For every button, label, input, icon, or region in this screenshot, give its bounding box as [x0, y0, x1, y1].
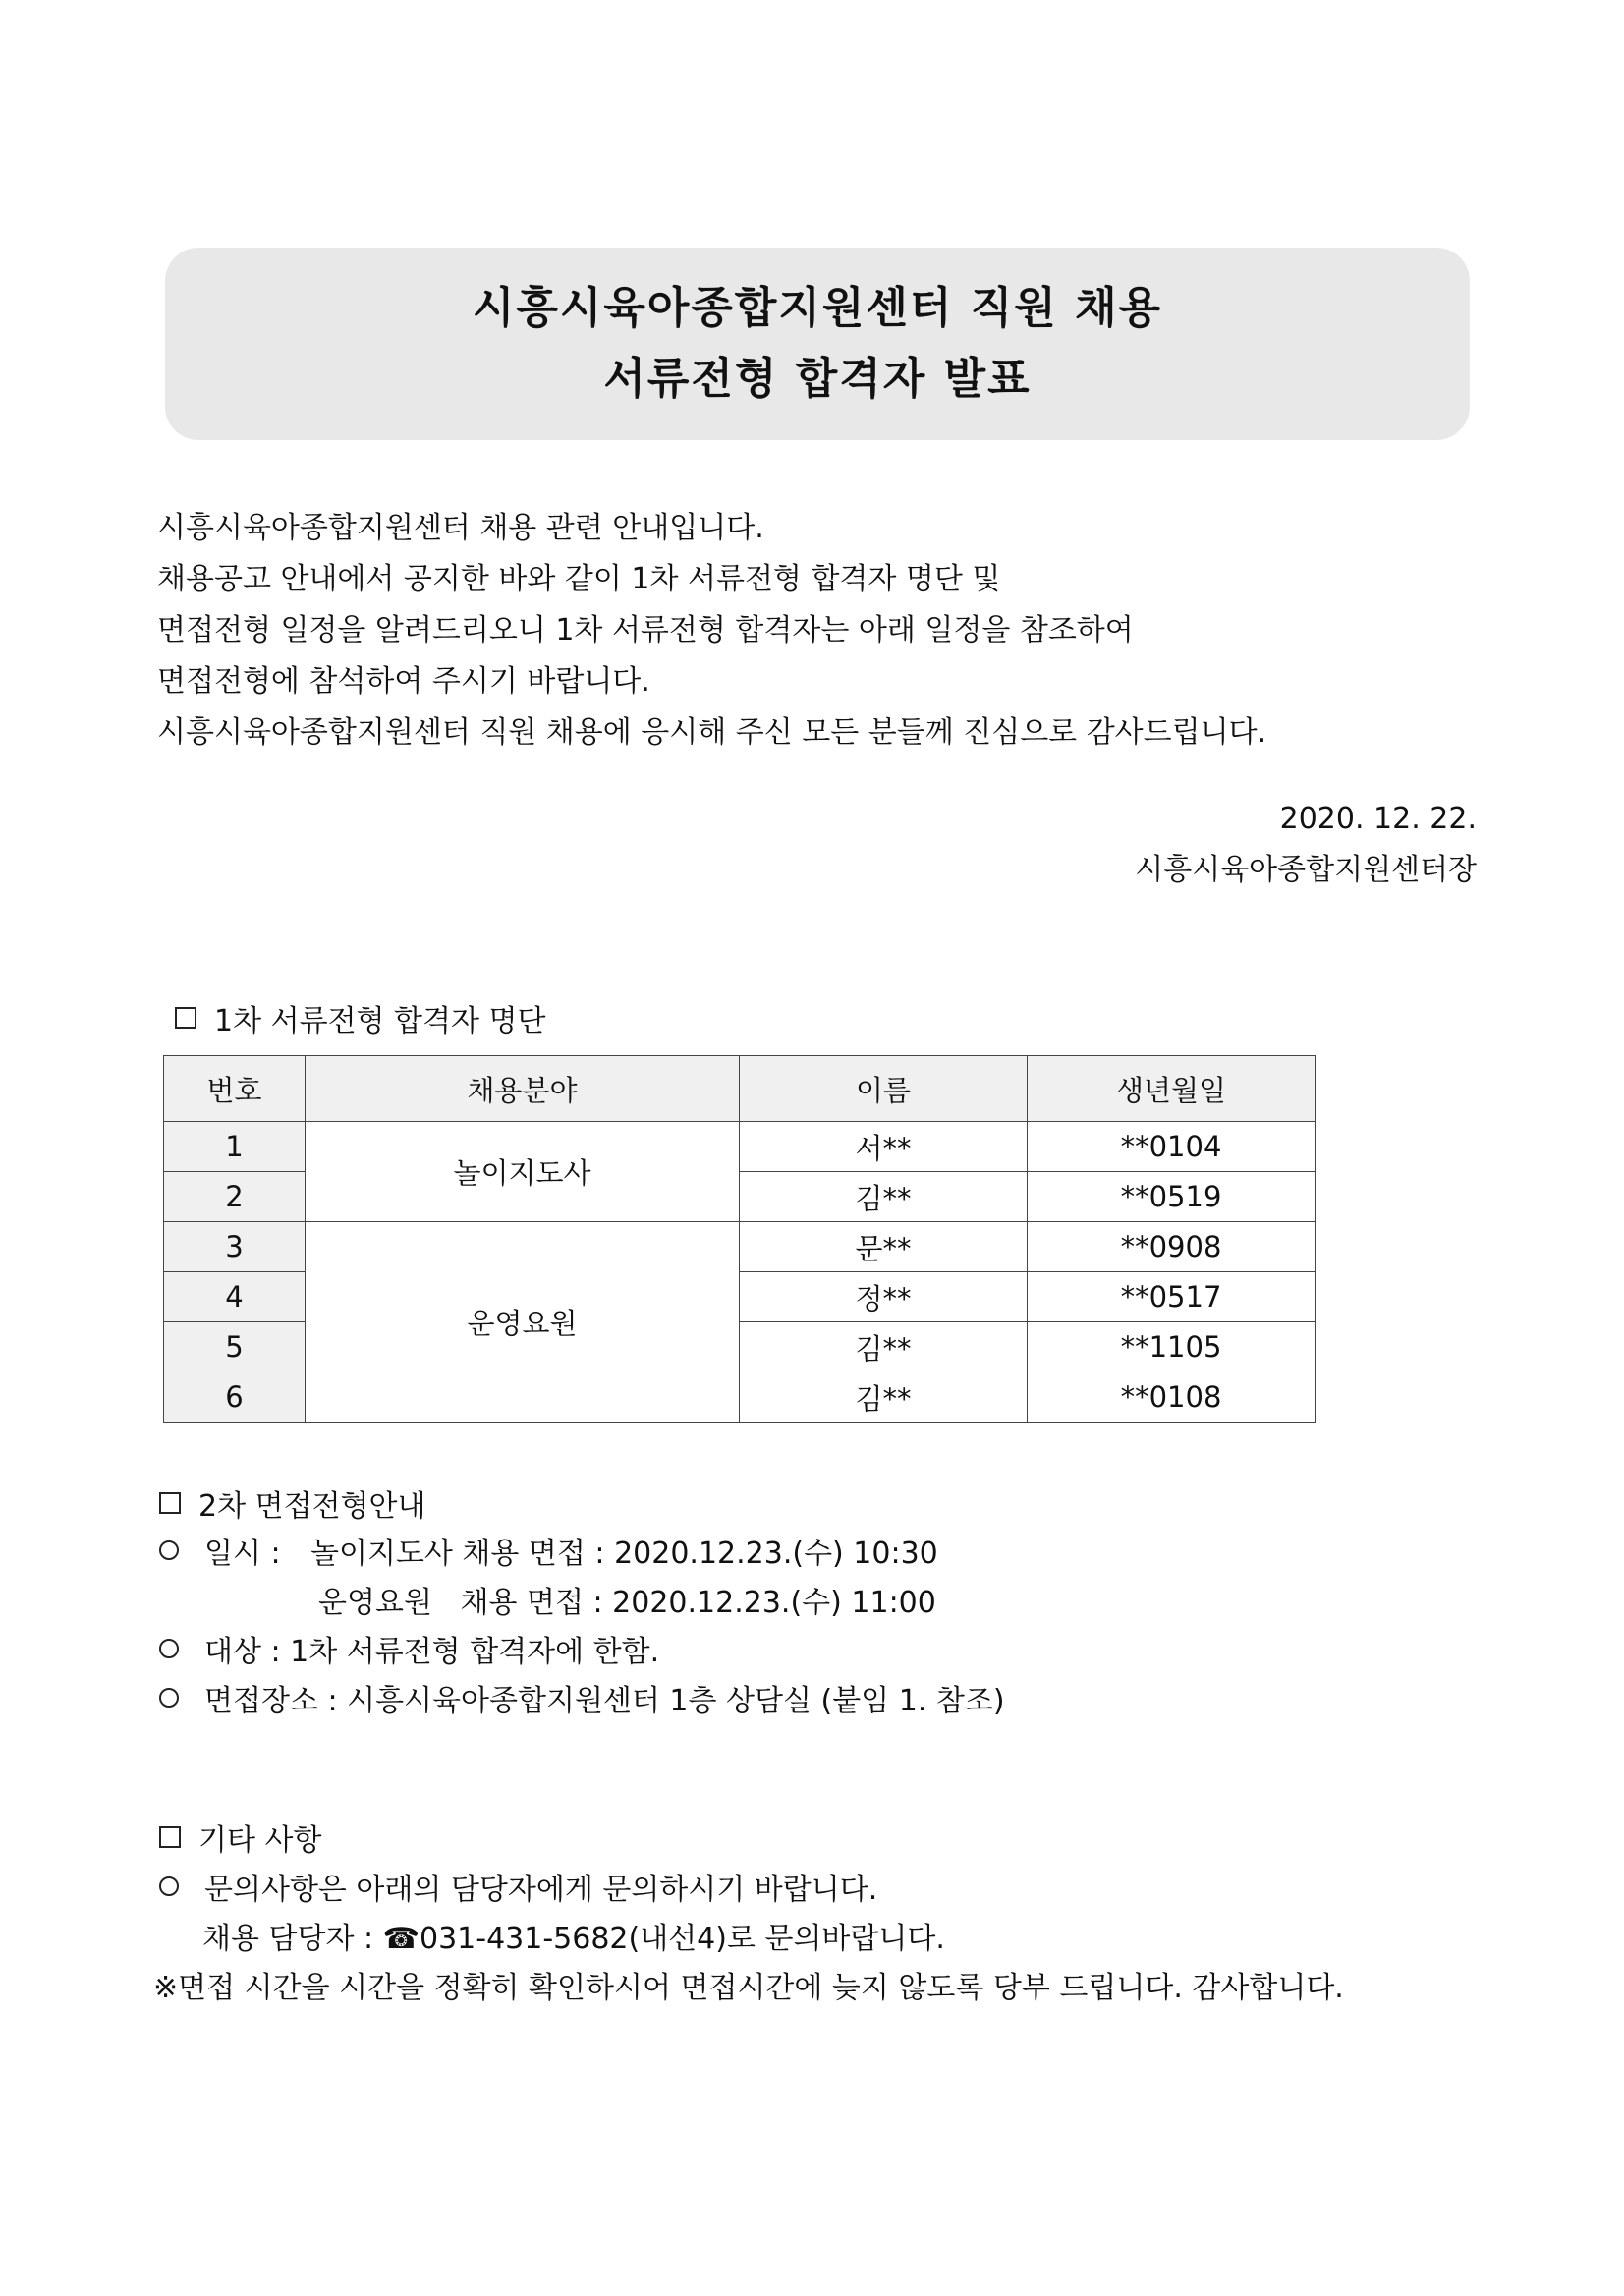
- cell-birthdate: **0519: [1028, 1172, 1316, 1222]
- interview-place: [159, 1676, 1005, 1719]
- interview-datetime: [159, 1529, 938, 1572]
- section3-heading: [159, 1816, 321, 1859]
- circle-bullet-icon: [159, 1876, 179, 1896]
- section3-heading-text: 기타 사항: [198, 1823, 322, 1858]
- section1-heading: [175, 996, 546, 1039]
- inquiry-text: 문의사항은 아래의 담당자에게 문의하시기 바랍니다.: [204, 1873, 878, 1907]
- place-text: 면접장소 : 시흥시육아종합지원센터 1층 상담실 (붙임 1. 참조): [204, 1684, 1005, 1718]
- cell-name: 김**: [740, 1322, 1028, 1372]
- header-birthdate: 생년월일: [1028, 1056, 1316, 1122]
- cell-number: 3: [164, 1222, 306, 1272]
- table-row: [164, 1122, 1316, 1172]
- header-name: 이름: [740, 1056, 1028, 1122]
- cell-name: 김**: [740, 1172, 1028, 1222]
- section1-heading-text: 1차 서류전형 합격자 명단: [214, 1004, 546, 1038]
- circle-bullet-icon: [159, 1639, 179, 1658]
- header-number: 번호: [164, 1056, 306, 1122]
- cell-number: 2: [164, 1172, 306, 1222]
- intro-line: 면접전형에 참석하여 주시기 바랍니다.: [157, 664, 650, 699]
- cell-field: 운영요원: [306, 1222, 740, 1423]
- cell-number: 4: [164, 1272, 306, 1322]
- checkbox-icon: [159, 1492, 181, 1514]
- interview-target: [159, 1627, 659, 1670]
- title-line-1: 시흥시육아종합지원센터 직원 채용: [472, 283, 1163, 333]
- table-header-row: [164, 1056, 1316, 1122]
- datetime-label: 일시 :: [204, 1537, 281, 1571]
- cell-birthdate: **0908: [1028, 1222, 1316, 1272]
- section2-heading-text: 2차 면접전형안내: [198, 1489, 426, 1524]
- cell-name: 문**: [740, 1222, 1028, 1272]
- intro-line: 채용공고 안내에서 공지한 바와 같이 1차 서류전형 합격자 명단 및: [157, 562, 1001, 596]
- signoff-date: 2020. 12. 22.: [1279, 802, 1477, 836]
- title-box: [165, 248, 1470, 440]
- intro-line: 시흥시육아종합지원센터 채용 관련 안내입니다.: [157, 511, 764, 545]
- intro-line: 시흥시육아종합지원센터 직원 채용에 응시해 주신 모든 분들께 진심으로 감사드립니다.: [157, 715, 1267, 750]
- cell-name: 서**: [740, 1122, 1028, 1172]
- datetime-operations: 운영요원 채용 면접 : 2020.12.23.(수) 11:00: [318, 1586, 936, 1620]
- section2-heading: [159, 1482, 425, 1525]
- intro-line: 면접전형 일정을 알려드리오니 1차 서류전형 합격자는 아래 일정을 참조하여: [157, 613, 1134, 647]
- cell-birthdate: **0104: [1028, 1122, 1316, 1172]
- target-text: 대상 : 1차 서류전형 합격자에 한함.: [204, 1635, 660, 1669]
- cell-birthdate: **1105: [1028, 1322, 1316, 1372]
- circle-bullet-icon: [159, 1540, 179, 1560]
- table-row: [164, 1222, 1316, 1272]
- closing-note: ※면접 시간을 시간을 정확히 확인하시어 면접시간에 늦지 않도록 당부 드립니다. 감사합니다.: [153, 1971, 1344, 2005]
- checkbox-icon: [159, 1826, 181, 1848]
- cell-birthdate: **0108: [1028, 1372, 1316, 1423]
- signoff-issuer: 시흥시육아종합지원센터장: [1135, 853, 1477, 887]
- cell-number: 5: [164, 1322, 306, 1372]
- checkbox-icon: [175, 1007, 196, 1029]
- header-field: 채용분야: [306, 1056, 740, 1122]
- roster-table: [163, 1055, 1316, 1423]
- inquiry-line: [159, 1865, 877, 1908]
- cell-name: 김**: [740, 1372, 1028, 1423]
- contact-line: 채용 담당자 : ☎031-431-5682(내선4)로 문의바랍니다.: [202, 1922, 945, 1956]
- cell-number: 6: [164, 1372, 306, 1423]
- signoff: [1135, 794, 1477, 896]
- datetime-playguide: 놀이지도사 채용 면접 : 2020.12.23.(수) 10:30: [310, 1537, 938, 1571]
- title-line-2: 서류전형 합격자 발표: [603, 354, 1032, 404]
- cell-birthdate: **0517: [1028, 1272, 1316, 1322]
- intro-paragraph: [157, 503, 1266, 758]
- circle-bullet-icon: [159, 1688, 179, 1708]
- cell-field: 놀이지도사: [306, 1122, 740, 1222]
- cell-number: 1: [164, 1122, 306, 1172]
- cell-name: 정**: [740, 1272, 1028, 1322]
